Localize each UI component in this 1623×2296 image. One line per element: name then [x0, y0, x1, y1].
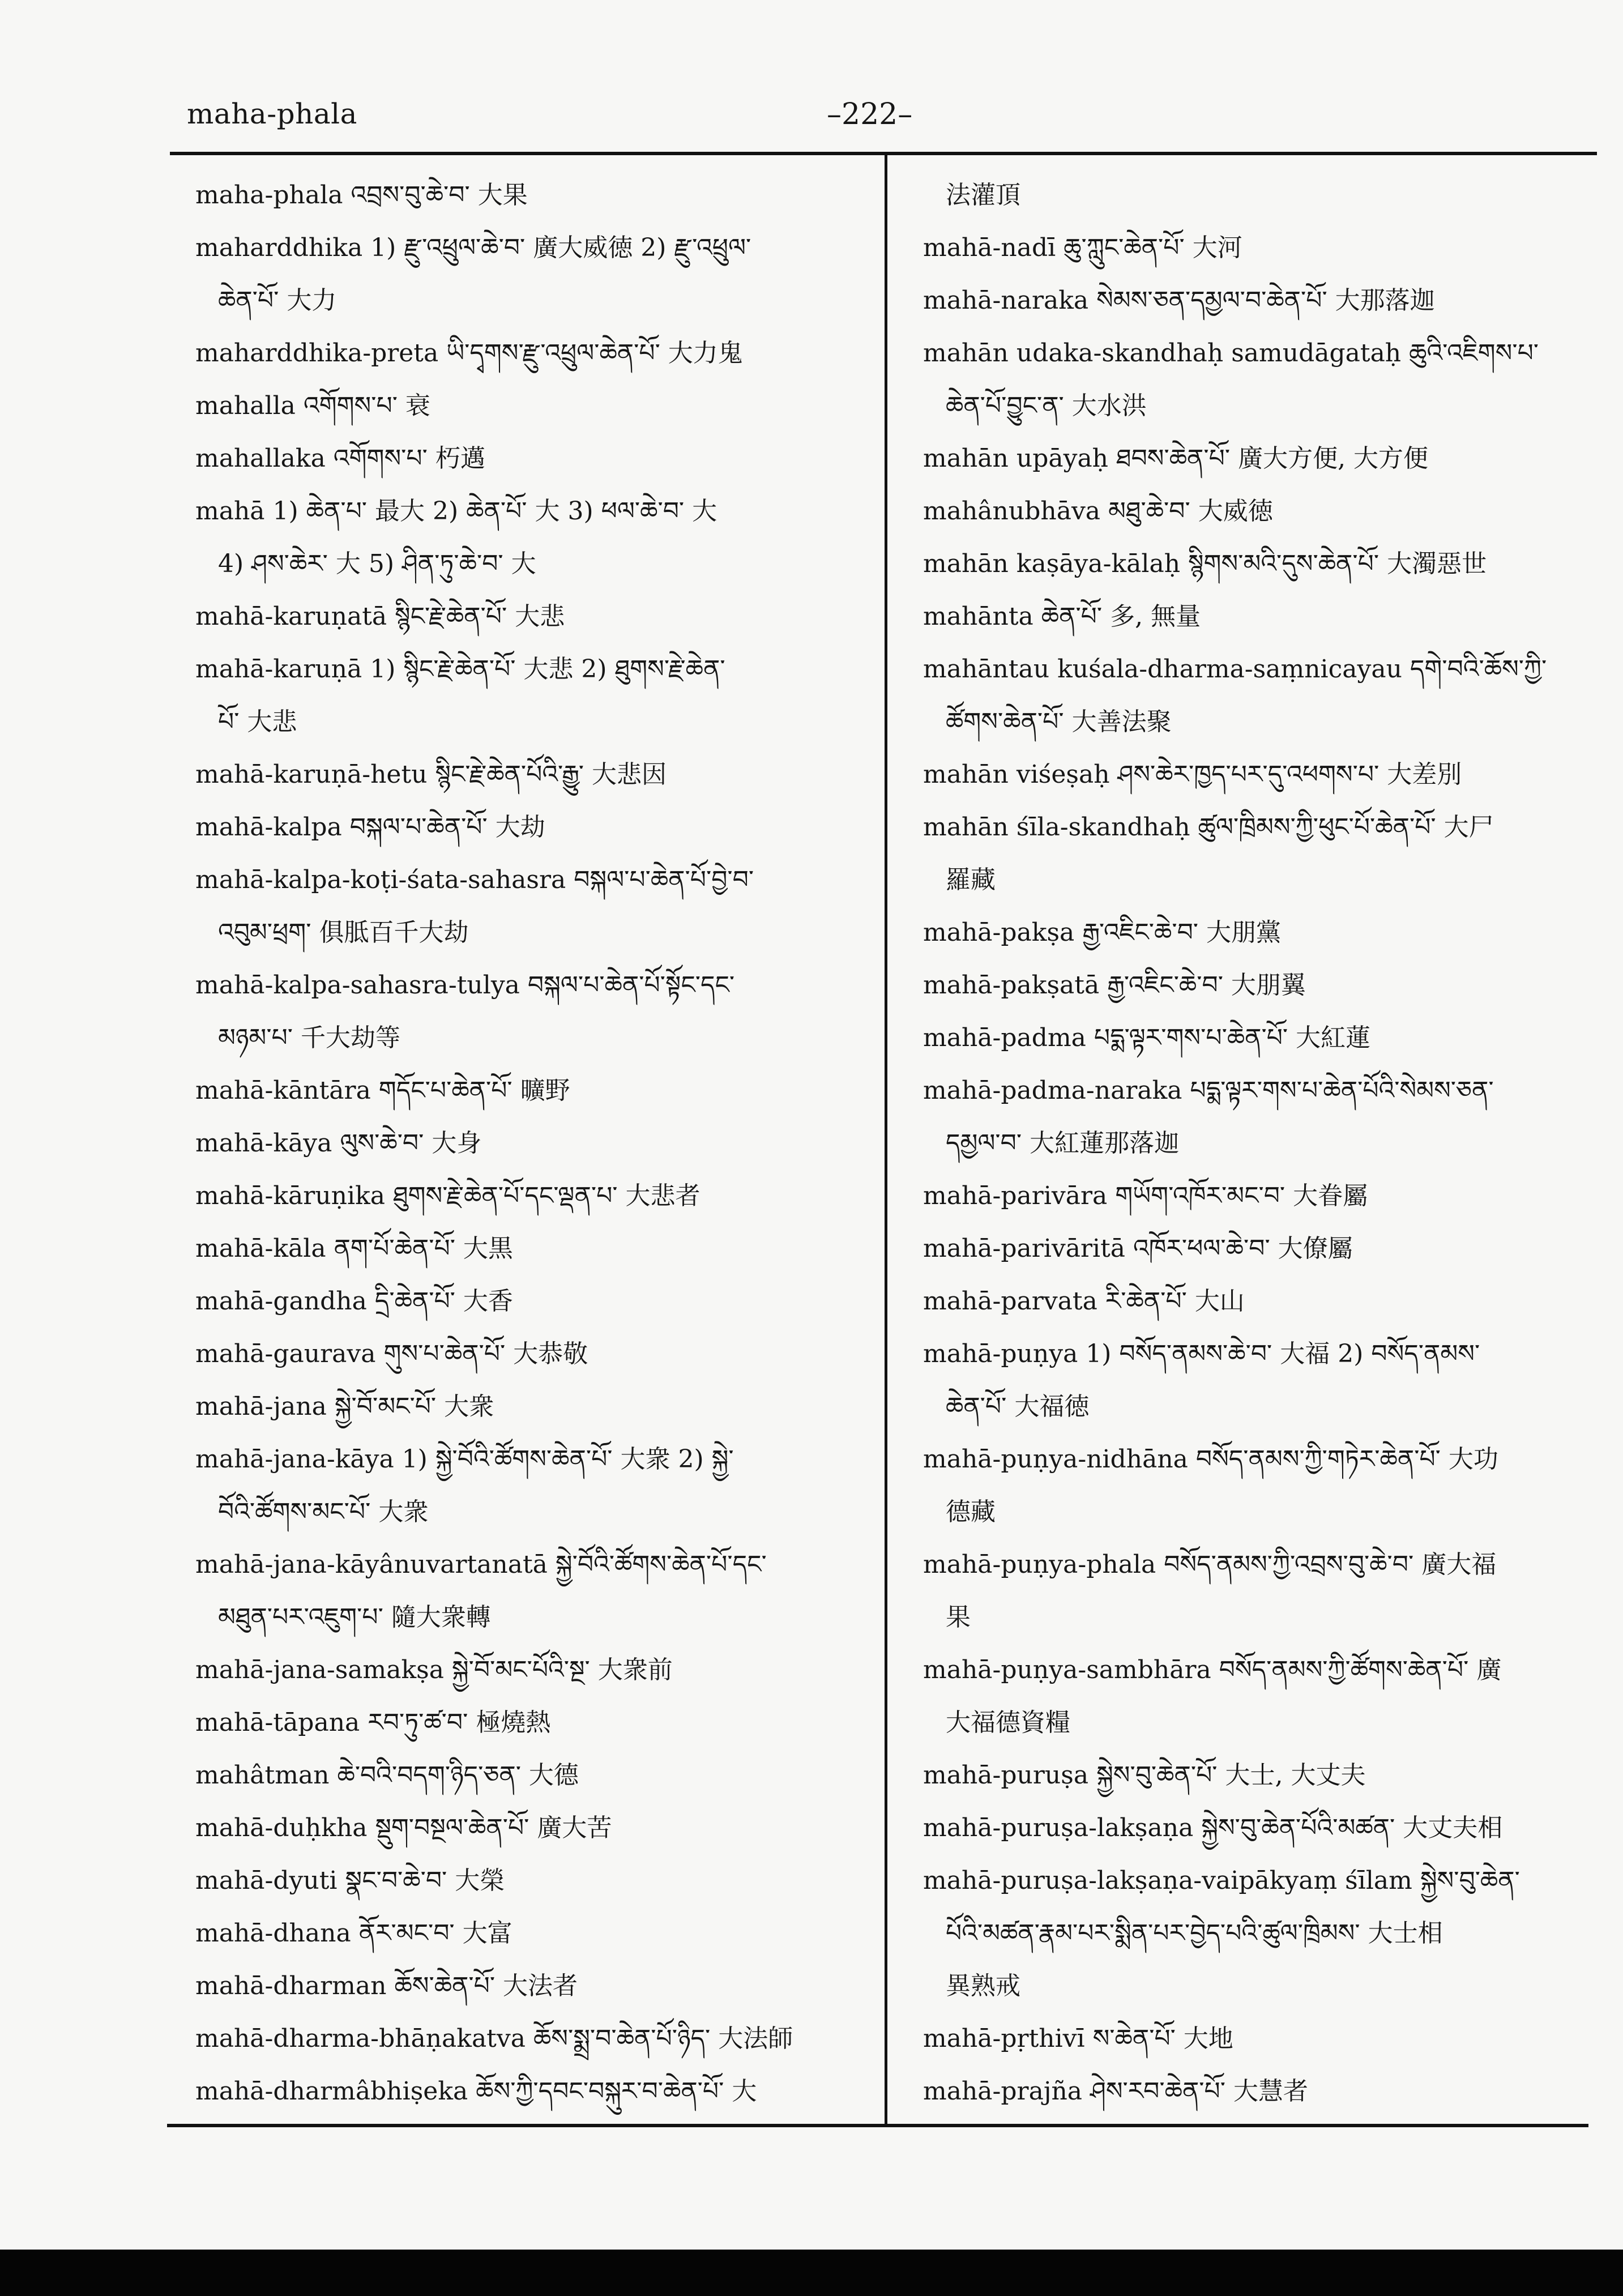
- dictionary-entry: mahā-pakṣa རྒྱ་འཇིང་ཆེ་བ་ 大朋黨: [923, 918, 1282, 947]
- dictionary-entry: mahā-kāruṇika ཐུགས་རྗེ་ཆེན་པོ་དང་ལྡན་པ་ 大悲者: [195, 1181, 701, 1210]
- dictionary-entry: mahā-kalpa བསྐལ་པ་ཆེན་པོ་ 大劫: [195, 813, 545, 842]
- entry-continuation: 果: [946, 1603, 971, 1632]
- entry-continuation: 大福德資糧: [946, 1708, 1070, 1737]
- dictionary-entry: mahā-puruṣa-lakṣaṇa སྐྱེས་བུ་ཆེན་པོའི་མཚན་ 大丈夫相: [923, 1813, 1503, 1842]
- page-number: –222–: [827, 97, 913, 131]
- left-column: [195, 169, 983, 2118]
- dictionary-entry: mahalla འགོགས་པ་ 衰: [195, 391, 430, 420]
- dictionary-entry: mahā-tāpana རབ་ཏུ་ཚ་བ་ 極燒熱: [195, 1708, 551, 1737]
- entry-continuation: ཚོགས་ཆེན་པོ་ 大善法聚: [946, 707, 1172, 736]
- dictionary-entry: mahā-kāla ནག་པོ་ཆེན་པོ་ 大黒: [195, 1234, 513, 1263]
- entry-continuation: མཉམ་པ་ 千大劫等: [218, 1023, 400, 1052]
- dictionary-entry: mahā-nadī ཆུ་ཀླུང་ཆེན་པོ་ 大河: [923, 233, 1242, 262]
- dictionary-entry: mahā-dyuti སྣང་བ་ཆེ་བ་ 大榮: [195, 1866, 505, 1895]
- dictionary-entry: mahān upāyaḥ ཐབས་ཆེན་པོ་ 廣大方便, 大方便: [923, 444, 1429, 473]
- dictionary-entry: mahā-jana-samakṣa སྐྱེ་བོ་མང་པོའི་སྔ་ 大衆前: [195, 1655, 673, 1684]
- entry-continuation: 羅藏: [946, 865, 996, 894]
- dictionary-entry: mahā 1) ཆེན་པ་ 最大 2) ཆེན་པོ་ 大 3) ཕལ་ཆེ་བ་ 大: [195, 497, 717, 526]
- entry-continuation: 異熟戒: [946, 1971, 1020, 2000]
- dictionary-entry: mahā-naraka སེམས་ཅན་དམྱལ་བ་ཆེན་པོ་ 大那落迦: [923, 286, 1435, 315]
- right-column: [923, 169, 1580, 2118]
- dictionary-entry: mahā-dhana ནོར་མང་བ་ 大富: [195, 1919, 512, 1948]
- dictionary-entry: mahā-kāntāra གདོང་པ་ཆེན་པོ་ 曠野: [195, 1076, 570, 1105]
- entry-continuation: མཐུན་པར་འཇུག་པ་ 隨大衆轉: [218, 1603, 491, 1632]
- dictionary-entry: mahā-puṇya 1) བསོད་ནམས་ཆེ་བ་ 大福 2) བསོད་ནམས་: [923, 1339, 1480, 1368]
- dictionary-entry: mahā-prajña ཤེས་རབ་ཆེན་པོ་ 大慧者: [923, 2077, 1308, 2106]
- entry-continuation: 4) ཤས་ཆེར་ 大 5) ཤིན་ཏུ་ཆེ་བ་ 大: [218, 549, 536, 578]
- dictionary-entry: mahallaka འགོགས་པ་ 朽邁: [195, 444, 485, 473]
- entry-continuation: ཆེན་པོ་ 大福徳: [946, 1392, 1090, 1421]
- dictionary-entry: mahā-gaurava གུས་པ་ཆེན་པོ་ 大恭敬: [195, 1339, 588, 1368]
- running-head: maha-phala: [187, 97, 357, 130]
- dictionary-entry: mahā-parivāra གཡོག་འཁོར་མང་བ་ 大眷屬: [923, 1181, 1368, 1210]
- entry-continuation: པོ་ 大悲: [218, 707, 297, 736]
- dictionary-entry: mahā-puṇya-phala བསོད་ནམས་ཀྱི་འབྲས་བུ་ཆེ་བ་ 廣大福: [923, 1550, 1497, 1579]
- dictionary-entry: mahā-parivāritā འཁོར་ཕལ་ཆེ་བ་ 大僚屬: [923, 1234, 1353, 1263]
- entry-continuation: འབུམ་ཕྲག་ 俱胝百千大劫: [218, 918, 469, 947]
- dictionary-entry: maharddhika 1) རྫུ་འཕྲུལ་ཆེ་བ་ 廣大威徳 2) རྫུ་འཕྲུལ་: [195, 233, 751, 262]
- dictionary-entry: mahā-parvata རི་ཆེན་པོ་ 大山: [923, 1287, 1245, 1316]
- dictionary-entry: mahān udaka-skandhaḥ samudāgataḥ ཆུའི་འཇིགས་པ་: [923, 339, 1539, 368]
- dictionary-entry: maharddhika-preta ཡི་དྭགས་རྫུ་འཕྲུལ་ཆེན་པོ་ 大力鬼: [195, 339, 743, 368]
- entry-continuation: ཆེན་པོ་བྱུང་ན་ 大水洪: [946, 391, 1147, 420]
- dictionary-entry: mahā-padma པདྨ་ལྟར་གས་པ་ཆེན་པོ་ 大紅蓮: [923, 1023, 1371, 1052]
- entry-continuation: དམྱལ་བ་ 大紅蓮那落迦: [946, 1129, 1180, 1158]
- dictionary-entry: mahā-gandha དྲི་ཆེན་པོ་ 大香: [195, 1287, 513, 1316]
- column-divider: [885, 154, 887, 2125]
- dictionary-entry: mahā-dharman ཆོས་ཆེན་པོ་ 大法者: [195, 1971, 578, 2000]
- dictionary-entry: mahā-puṇya-sambhāra བསོད་ནམས་ཀྱི་ཚོགས་ཆེན་པོ་ 廣: [923, 1655, 1502, 1684]
- dictionary-entry: maha-phala འབྲས་བུ་ཆེ་བ་ 大果: [195, 181, 528, 210]
- entry-continuation: ཆེན་པོ་ 大力: [218, 286, 337, 315]
- entry-continuation: པོའི་མཚན་རྣམ་པར་སྨིན་པར་བྱེད་པའི་ཚུལ་ཁྲིམས་ 大士相: [946, 1919, 1443, 1948]
- dictionary-entry: mahā-pakṣatā རྒྱ་འཇིང་ཆེ་བ་ 大朋翼: [923, 971, 1306, 1000]
- dictionary-entry: mahā-jana-kāyânuvartanatā སྐྱེ་བོའི་ཚོགས་ཆེན་པོ་དང་: [195, 1550, 767, 1579]
- dictionary-entry: mahā-puṇya-nidhāna བསོད་ནམས་ཀྱི་གཏེར་ཆེན་པོ་ 大功: [923, 1445, 1498, 1474]
- dictionary-entry: mahā-padma-naraka པདྨ་ལྟར་གས་པ་ཆེན་པོའི་སེམས་ཅན་: [923, 1076, 1494, 1105]
- dictionary-entry: mahā-dharmâbhiṣeka ཆོས་ཀྱི་དབང་བསྐུར་བ་ཆེན་པོ་ 大: [195, 2077, 757, 2106]
- entry-continuation: 法灌頂: [946, 181, 1020, 210]
- scan-border: [0, 2250, 1623, 2296]
- entry-continuation: 德藏: [946, 1497, 996, 1526]
- dictionary-entry: mahānta ཆེན་པོ་ 多, 無量: [923, 602, 1201, 631]
- dictionary-entry: mahā-duḥkha སྡུག་བསྔལ་ཆེན་པོ་ 廣大苦: [195, 1813, 612, 1842]
- dictionary-entry: mahā-jana སྐྱེ་བོ་མང་པོ་ 大衆: [195, 1392, 494, 1421]
- dictionary-entry: mahān viśeṣaḥ ཤས་ཆེར་ཁྱད་པར་དུ་འཕགས་པ་ 大差別: [923, 760, 1462, 789]
- dictionary-entry: mahânubhāva མཐུ་ཆེ་བ་ 大威徳: [923, 497, 1273, 526]
- dictionary-entry: mahāntau kuśala-dharma-saṃnicayau དགེ་བའི་ཆོས་ཀྱི་: [923, 655, 1547, 684]
- dictionary-entry: mahā-kāya ལུས་ཆེ་བ་ 大身: [195, 1129, 482, 1158]
- dictionary-entry: mahā-kalpa-sahasra-tulya བསྐལ་པ་ཆེན་པོ་སྟོང་དང་: [195, 971, 735, 1000]
- dictionary-entry: mahā-jana-kāya 1) སྐྱེ་བོའི་ཚོགས་ཆེན་པོ་ 大衆 2) སྐྱེ་: [195, 1445, 734, 1474]
- entry-continuation: བོའི་ཚོགས་མང་པོ་ 大衆: [218, 1497, 429, 1526]
- top-rule: [170, 152, 1597, 155]
- dictionary-entry: mahâtman ཆེ་བའི་བདག་ཉིད་ཅན་ 大德: [195, 1761, 579, 1790]
- dictionary-entry: mahā-puruṣa སྐྱེས་བུ་ཆེན་པོ་ 大士, 大丈夫: [923, 1761, 1366, 1790]
- dictionary-entry: mahā-pṛthivī ས་ཆེན་པོ་ 大地: [923, 2024, 1233, 2053]
- dictionary-entry: mahā-karuṇā 1) སྙིང་རྗེ་ཆེན་པོ་ 大悲 2) ཐུགས་རྗེ་ཆེན་: [195, 655, 725, 684]
- dictionary-entry: mahā-kalpa-koṭi-śata-sahasra བསྐལ་པ་ཆེན་པོ་བྱེ་བ་: [195, 865, 754, 894]
- dictionary-entry: mahān kaṣāya-kālaḥ སྙིགས་མའི་དུས་ཆེན་པོ་ 大濁惡世: [923, 549, 1487, 578]
- dictionary-entry: mahā-puruṣa-lakṣaṇa-vaipākyaṃ śīlam སྐྱེས་བུ་ཆེན་: [923, 1866, 1520, 1895]
- dictionary-entry: mahān śīla-skandhaḥ ཚུལ་ཁྲིམས་ཀྱི་ཕུང་པོ་ཆེན་པོ་ 大尸: [923, 813, 1494, 842]
- dictionary-entry: mahā-karuṇā-hetu སྙིང་རྗེ་ཆེན་པོའི་རྒྱུ་ 大悲因: [195, 760, 667, 789]
- bottom-rule: [167, 2124, 1588, 2127]
- dictionary-entry: mahā-karuṇatā སྙིང་རྗེ་ཆེན་པོ་ 大悲: [195, 602, 565, 631]
- dictionary-entry: mahā-dharma-bhāṇakatva ཆོས་སྨྲ་བ་ཆེན་པོ་ཉིད་ 大法師: [195, 2024, 793, 2053]
